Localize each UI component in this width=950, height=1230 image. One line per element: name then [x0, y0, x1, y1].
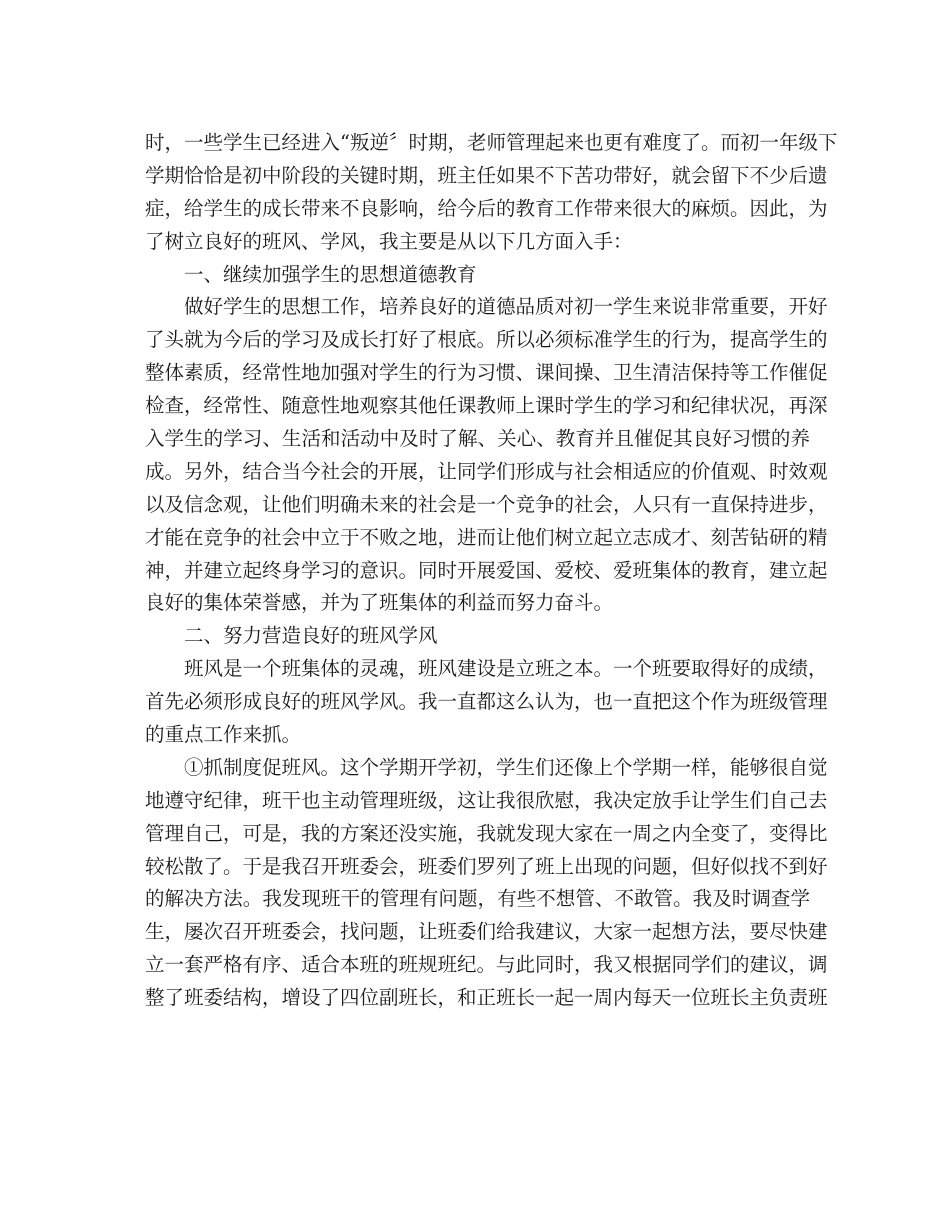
text-line: 生，屡次召开班委会，找问题，让班委们给我建议，大家一起想方法，要尽快建 [145, 920, 828, 944]
text-line: 神，并建立起终身学习的意识。同时开展爱国、爱校、爱班集体的教育，建立起 [145, 558, 828, 582]
text-line: 成。另外，结合当今社会的开展，让同学们形成与社会相适应的价值观、时效观 [145, 459, 828, 483]
document-body [145, 127, 838, 1015]
text-line: ①抓制度促班风。这个学期开学初，学生们还像上个学期一样，能够很自觉 [184, 755, 828, 779]
text-line: 良好的集体荣誉感，并为了班集体的利益而努力奋斗。 [145, 591, 614, 615]
text-line: 班风是一个班集体的灵魂，班风建设是立班之本。一个班要取得好的成绩， [184, 657, 828, 681]
text-line: 入学生的学习、生活和活动中及时了解、关心、教育并且催促其良好习惯的养 [145, 427, 810, 451]
text-line: 症，给学生的成长带来不良影响，给今后的教育工作带来很大的麻烦。因此，为 [145, 196, 828, 220]
text-line: 的解决方法。我发现班干的管理有问题，有些不想管、不敢管。我及时调查学 [145, 887, 810, 911]
text-line: 以及信念观，让他们明确未来的社会是一个竞争的社会，人只有一直保持进步， [145, 492, 828, 516]
text-line: 管理自己，可是，我的方案还没实施，我就发现大家在一周之内全变了，变得比 [145, 821, 828, 845]
text-line: 地遵守纪律，班干也主动管理班级，这让我很欣慰，我决定放手让学生们自己去 [145, 788, 828, 812]
text-line: 首先必须形成良好的班风学风。我一直都这么认为，也一直把这个作为班级管理 [145, 690, 828, 714]
text-line: 学期恰恰是初中阶段的关键时期，班主任如果不下苦功带好，就会留下不少后遗 [145, 163, 828, 187]
text-line: 时，一些学生已经进入“叛逆〞时期，老师管理起来也更有难度了。而初一年级下 [145, 131, 838, 154]
text-line: 做好学生的思想工作，培养良好的道德品质对初一学生来说非常重要，开好 [184, 295, 828, 319]
text-line: 了头就为今后的学习及成长打好了根底。所以必须标准学生的行为，提高学生的 [145, 328, 828, 352]
text-line: 才能在竞争的社会中立于不败之地，进而让他们树立起立志成才、刻苦钻研的精 [145, 525, 828, 549]
text-line: 检查，经常性、随意性地观察其他任课教师上课时学生的学习和纪律状况，再深 [145, 394, 828, 418]
section-heading: 二、努力营造良好的班风学风 [184, 624, 438, 648]
text-line: 较松散了。于是我召开班委会，班委们罗列了班上出现的问题，但好似找不到好 [145, 854, 828, 878]
section-heading: 一、继续加强学生的思想道德教育 [184, 262, 477, 286]
text-line: 整体素质，经常性地加强对学生的行为习惯、课间操、卫生清洁保持等工作催促 [145, 361, 828, 385]
text-line: 了树立良好的班风、学风，我主要是从以下几方面入手： [145, 229, 633, 253]
text-line: 立一套严格有序、适合本班的班规班纪。与此同时，我又根据同学们的建议，调 [145, 953, 828, 977]
text-line: 的重点工作来抓。 [145, 723, 302, 747]
text-line: 整了班委结构，增设了四位副班长，和正班长一起一周内每天一位班长主负责班 [145, 986, 828, 1010]
